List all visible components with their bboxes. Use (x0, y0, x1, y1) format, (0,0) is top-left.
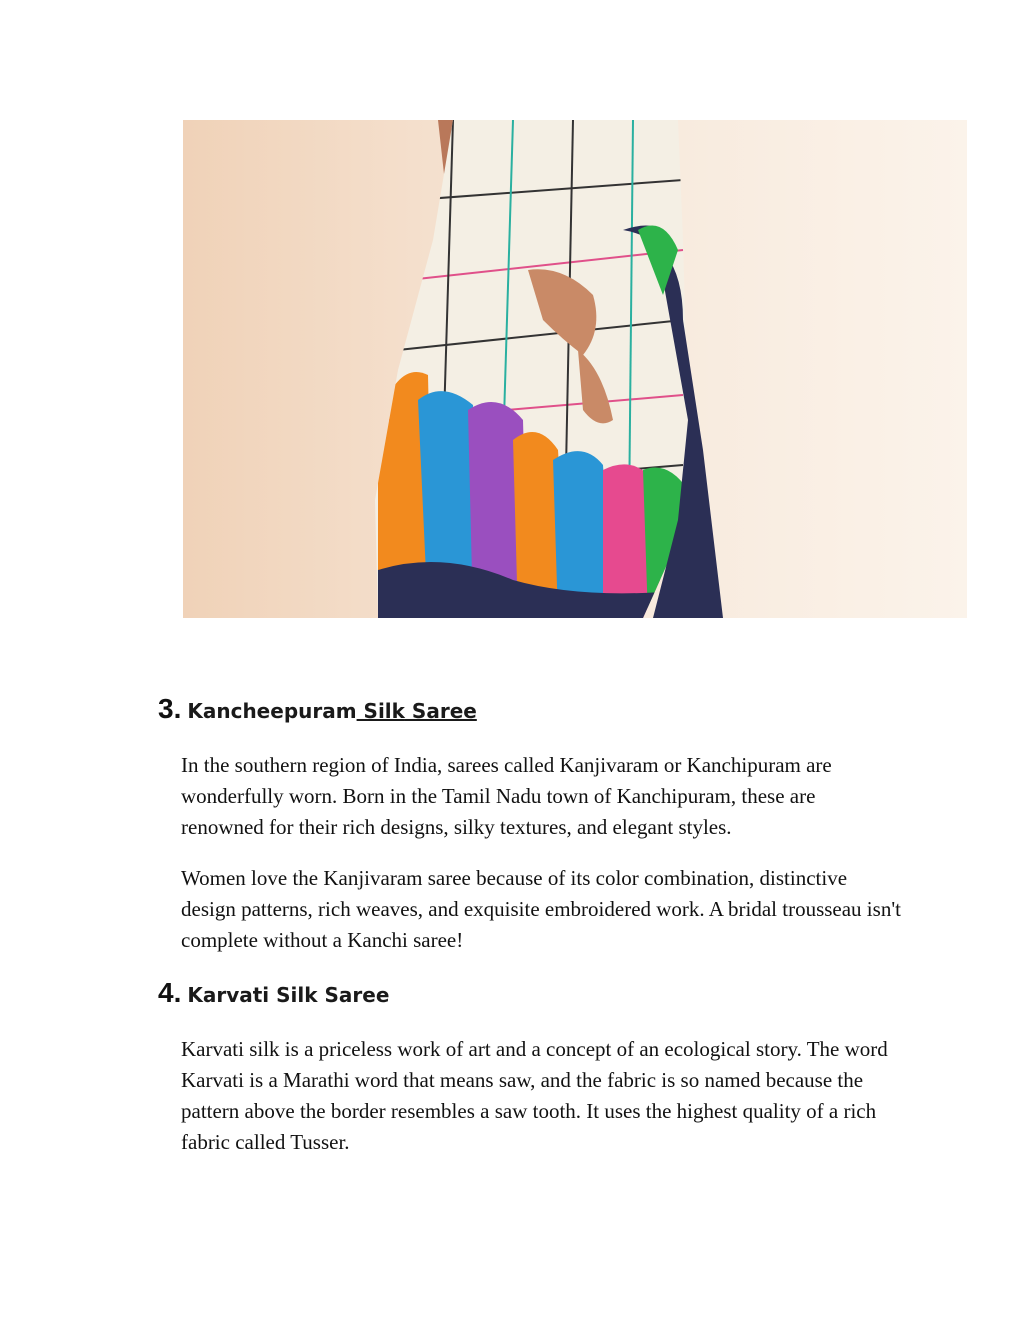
section-number: 3. (158, 693, 182, 724)
section-title (187, 699, 476, 723)
section-title: Karvati Silk Saree (187, 983, 390, 1007)
title-part-link[interactable]: Silk (356, 699, 405, 723)
paragraph: Karvati silk is a priceless work of art and a concept of an ecological story. The word Karvati is a Marathi word that means saw, and the fabric is so named because the pattern above the border resembles a saw tooth. It uses the highest quality of a rich fabric called Tusser. (181, 1037, 888, 1154)
title-part-link[interactable]: Saree (404, 699, 477, 723)
paragraph: Women love the Kanjivaram saree because of its color combination, distinctive design patterns, rich weaves, and exquisite embroidered work. A bridal trousseau isn't complete without a Kanchi saree! (181, 866, 901, 952)
saree-photo (183, 120, 967, 618)
title-part: Kancheepuram (187, 699, 357, 723)
section-heading-karvati (158, 977, 389, 1009)
section-number: 4. (158, 977, 182, 1008)
section-heading-kancheepuram (158, 693, 477, 725)
paragraph: In the southern region of India, sarees called Kanjivaram or Kanchipuram are wonderfully worn. Born in the Tamil Nadu town of Kanchipuram, these are renowned for their rich designs, silky textures, and elegant styles. (181, 753, 832, 839)
